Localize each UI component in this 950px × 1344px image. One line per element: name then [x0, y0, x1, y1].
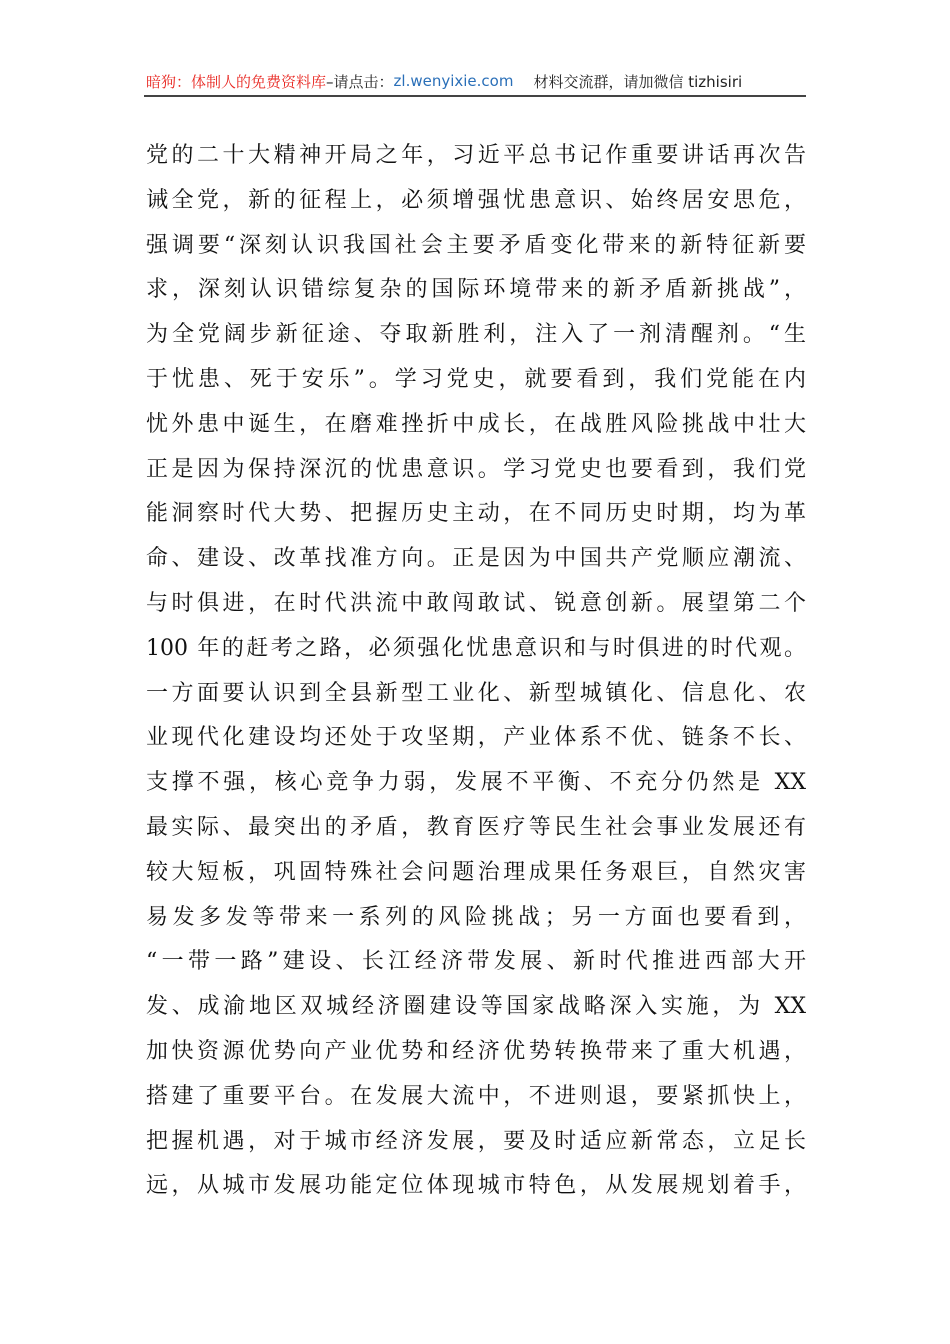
text-line: 易发多发等带来一系列的风险挑战；另一方面也要看到， — [146, 904, 806, 930]
text-line: 最实际、最突出的矛盾，教育医疗等民生社会事业发展还有 — [146, 814, 806, 840]
text-line: 较大短板，巩固特殊社会问题治理成果任务艰巨，自然灾害 — [146, 859, 806, 885]
text-line: 强调要“深刻认识我国社会主要矛盾变化带来的新特征新要 — [146, 232, 806, 258]
text-line: 把握机遇，对于城市经济发展，要及时适应新常态，立足长 — [146, 1128, 806, 1154]
site-link[interactable]: zl.wenyixie.com — [393, 72, 514, 90]
text-line: 正是因为保持深沉的忧患意识。学习党史也要看到，我们党 — [146, 456, 806, 482]
text-line: 100 年的赶考之路，必须强化忧患意识和与时俱进的时代观。 — [146, 635, 806, 661]
text-line: 求，深刻认识错综复杂的国际环境带来的新矛盾新挑战”， — [146, 277, 806, 303]
text-line: 命、建设、改革找准方向。正是因为中国共产党顺应潮流、 — [146, 546, 806, 572]
contact-info: 材料交流群，请加微信 tizhisiri — [533, 72, 743, 91]
text-line: 为全党阔步新征途、夺取新胜利，注入了一剂清醒剂。“生 — [146, 322, 806, 348]
text-line: 与时俱进，在时代洪流中敢闯敢试、锐意创新。展望第二个 — [146, 590, 806, 616]
text-line: 支撑不强，核心竞争力弱，发展不平衡、不充分仍然是 XX — [146, 770, 806, 796]
text-line: 加快资源优势向产业优势和经济优势转换带来了重大机遇， — [146, 1038, 806, 1064]
text-line: 诫全党，新的征程上，必须增强忧患意识、始终居安思危， — [146, 187, 806, 213]
text-line: “一带一路”建设、长江经济带发展、新时代推进西部大开 — [146, 949, 806, 975]
text-line: 发、成渝地区双城经济圈建设等国家战略深入实施，为 XX — [146, 994, 806, 1020]
text-line: 于忧患、死于安乐”。学习党史，就要看到，我们党能在内 — [146, 366, 806, 392]
text-line: 远，从城市发展功能定位体现城市特色，从发展规划着手， — [146, 1173, 806, 1199]
click-prompt: –请点击： — [326, 72, 394, 91]
body-text — [146, 134, 806, 1209]
text-line: 一方面要认识到全县新型工业化、新型城镇化、信息化、农 — [146, 680, 806, 706]
header-divider — [144, 95, 806, 97]
text-line: 业现代化建设均还处于攻坚期，产业体系不优、链条不长、 — [146, 725, 806, 751]
text-line: 搭建了重要平台。在发展大流中，不进则退，要紧抓快上， — [146, 1083, 806, 1109]
page-header — [146, 68, 806, 94]
text-line: 党的二十大精神开局之年，习近平总书记作重要讲话再次告 — [146, 143, 806, 168]
site-name: 暗狗：体制人的免费资料库 — [146, 72, 327, 91]
text-line: 能洞察时代大势、把握历史主动，在不同历史时期，均为革 — [146, 501, 806, 527]
text-line: 忧外患中诞生，在磨难挫折中成长，在战胜风险挑战中壮大 — [146, 411, 806, 437]
